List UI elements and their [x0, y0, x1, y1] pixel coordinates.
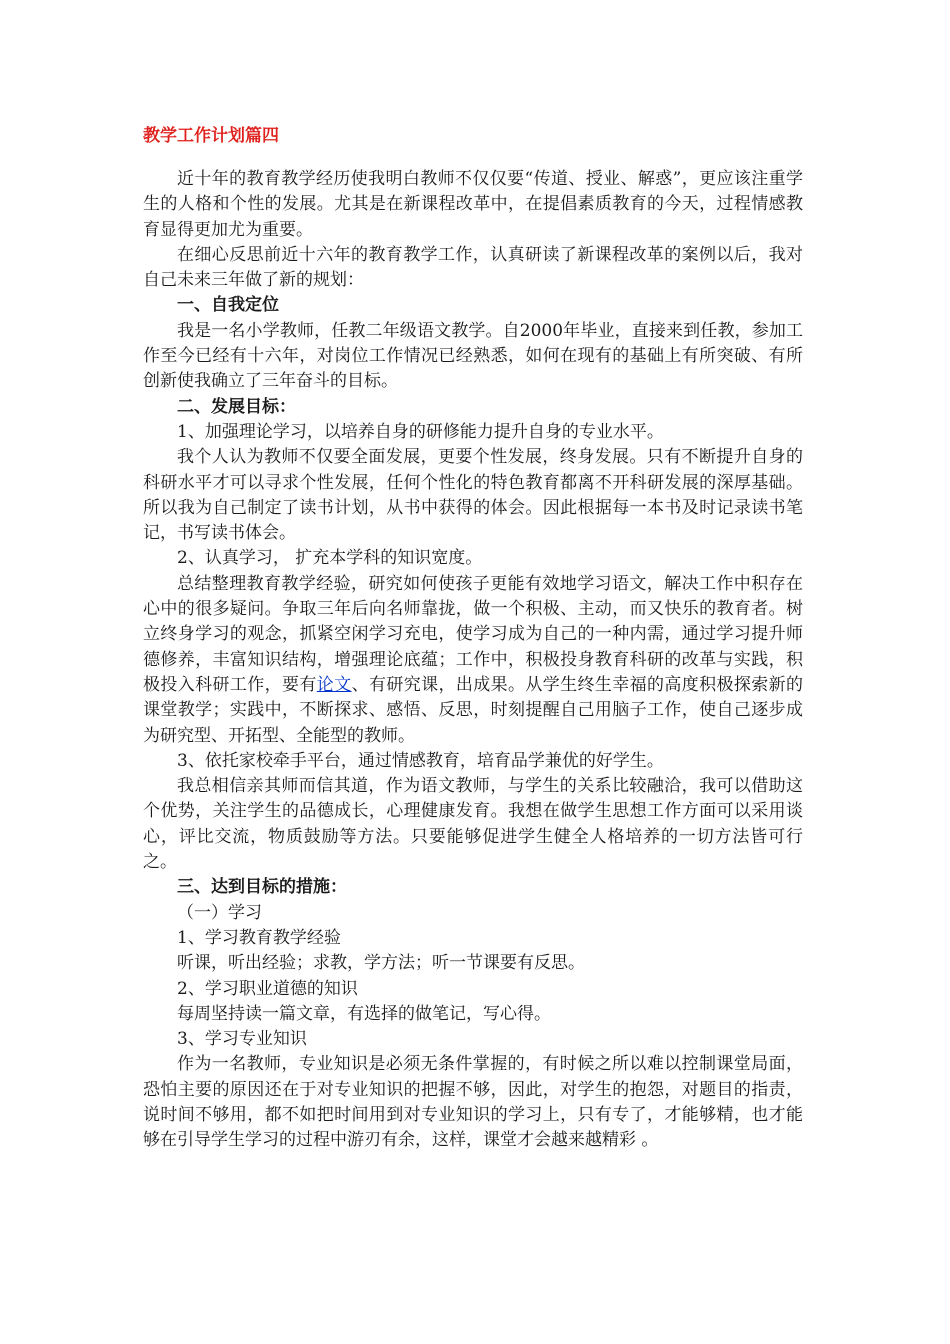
paper-link[interactable]: 论文 — [316, 674, 352, 695]
intro-paragraph-2: 在细心反思前近十六年的教育教学工作，认真研读了新课程改革的案例以后，我对自己未来三年做了新的规划： — [143, 244, 803, 291]
section2-heading: 二、发展目标： — [177, 396, 296, 417]
goal2-paragraph — [143, 572, 803, 749]
goal2-text-after: 、有研究课，出成果。从学生终生幸福的高度积极探索新的课堂教学；实践中，不断探求、感悟、反思，时刻提醒自己用脑子工作，使自己逐步成为研究型、开拓型、全能型的教师。 — [143, 674, 804, 746]
subsection-study: （一）学习 — [177, 902, 262, 923]
intro-paragraph-1: 近十年的教育教学经历使我明白教师不仅仅要“传道、授业、解惑”，更应该注重学生的人格和个性的发展。尤其是在新课程改革中，在提倡素质教育的今天，过程情感教育显得更加尤为重要。 — [143, 169, 803, 240]
goal1-paragraph: 我个人认为教师不仅要全面发展，更要个性发展，终身发展。只有不断提升自身的科研水平才可以寻求个性发展，任何个性化的特色教育都离不开科研发展的深厚基础。所以我为自己制定了读书计划，从书中获得的体会。因此根据每一本书及时记录读书笔记，书写读书体会。 — [143, 447, 803, 544]
study-item-1-title: 1、学习教育教学经验 — [177, 927, 341, 948]
document-title: 教学工作计划篇四 — [143, 126, 279, 146]
study-item-3-title: 3、学习专业知识 — [177, 1029, 307, 1050]
study-item-2-text: 每周坚持读一篇文章，有选择的做笔记，写心得。 — [177, 1003, 551, 1024]
goal2-title: 2、认真学习， 扩充本学科的知识宽度。 — [177, 548, 483, 569]
study-item-2-title: 2、学习职业道德的知识 — [177, 978, 358, 999]
document-page — [143, 124, 803, 1154]
section3-heading: 三、达到目标的措施： — [177, 877, 347, 898]
section1-heading: 一、自我定位 — [177, 295, 279, 316]
study-item-3-text: 作为一名教师，专业知识是必须无条件掌握的，有时候之所以难以控制课堂局面，恐怕主要的原因还在于对专业知识的把握不够，因此，对学生的抱怨，对题目的指责，说时间不够用，都不如把时间用到对专业知识的学习上，只有专了，才能够精，也才能够在引导学生学习的过程中游刃有余，这样，课堂才会越来越精彩 。 — [143, 1054, 803, 1151]
goal2-text-before: 总结整理教育教学经验，研究如何使孩子更能有效地学习语文，解决工作中积存在心中的很多疑问。争取三年后向名师靠拢，做一个积极、主动，而又快乐的教育者。树立终身学习的观念，抓紧空闲学习充电，使学习成为自己的一种内需，通过学习提升师德修养，丰富知识结构，增强理论底蕴；工作中，积极投身教育科研的改革与实践，积极投入科研工作，要有 — [143, 573, 803, 695]
goal1-title: 1、加强理论学习，以培养自身的研修能力提升自身的专业水平。 — [177, 421, 664, 442]
goal3-title: 3、依托家校牵手平台，通过情感教育，培育品学兼优的好学生。 — [177, 750, 664, 771]
goal3-paragraph: 我总相信亲其师而信其道，作为语文教师，与学生的关系比较融洽，我可以借助这个优势，关注学生的品德成长，心理健康发育。我想在做学生思想工作方面可以采用谈心，评比交流，物质鼓励等方法。只要能够促进学生健全人格培养的一切方法皆可行之。 — [143, 776, 803, 873]
section1-paragraph: 我是一名小学教师，任教二年级语文教学。自2000年毕业，直接来到任教，参加工作至今已经有十六年，对岗位工作情况已经熟悉，如何在现有的基础上有所突破、有所创新使我确立了三年奋斗的目标。 — [143, 320, 803, 392]
study-item-1-text: 听课，听出经验；求教，学方法；听一节课要有反思。 — [177, 953, 585, 974]
